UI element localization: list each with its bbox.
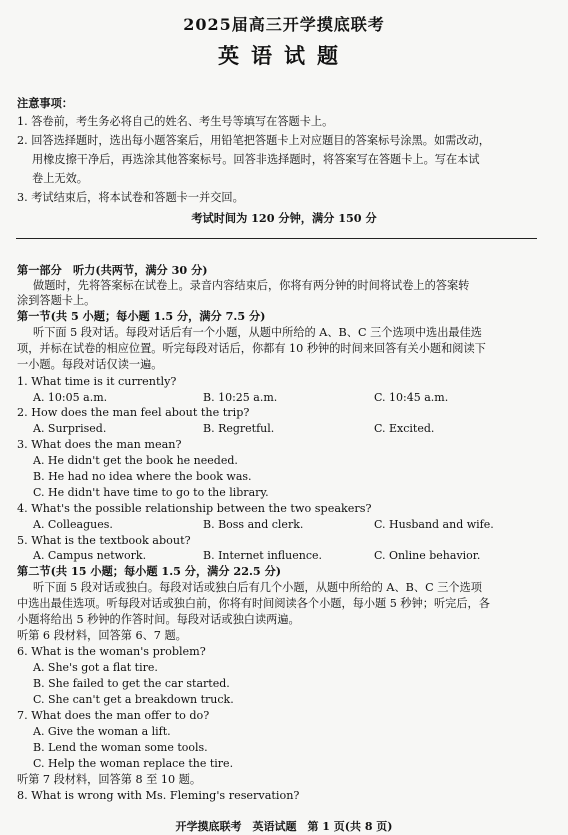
question-3-option-a: A. He didn't get the book he needed. [33, 454, 238, 467]
notice-line-2a: 2. 回答选择题时，选出每小题答案后，用铅笔把答题卡上对应题目的答案标号涂黑。如需改动， [17, 134, 490, 147]
question-6-option-b: B. She failed to get the car started. [33, 677, 230, 690]
question-1-option-a: A. 10:05 a.m. [33, 391, 108, 404]
notice-line-1: 1. 答卷前，考生务必将自己的姓名、考生号等填写在答题卡上。 [17, 115, 334, 128]
question-7-stem: 7. What does the man offer to do? [17, 709, 210, 722]
notice-line-2b: 用橡皮擦干净后，再选涂其他答案标号。回答非选择题时，将答案写在答题卡上。写在本试 [32, 153, 480, 166]
question-5-stem: 5. What is the textbook about? [17, 534, 191, 547]
section2-intro-b: 中选出最佳选项。听每段对话或独白前，你将有时间阅读各个小题，每小题 5 秒钟；听完后，各 [17, 597, 490, 610]
question-6-option-a: A. She's got a flat tire. [33, 661, 158, 674]
question-3-option-c: C. He didn't have time to go to the library. [33, 486, 269, 499]
time-limit: 考试时间为 120 分钟，满分 150 分 [191, 211, 377, 225]
section1-intro-c: 一小题。每段对话仅读一遍。 [17, 358, 163, 371]
material-6-instruction: 听第 6 段材料，回答第 6、7 题。 [17, 629, 187, 642]
section1-heading: 第一节(共 5 小题；每小题 1.5 分，满分 7.5 分) [17, 309, 266, 323]
question-7-option-c: C. Help the woman replace the tire. [33, 757, 234, 770]
question-2-option-a: A. Surprised. [33, 422, 107, 435]
question-5-option-c: C. Online behavior. [374, 549, 481, 562]
notice-line-3: 3. 考试结束后，将本试卷和答题卡一并交回。 [17, 191, 244, 204]
question-8-stem: 8. What is wrong with Ms. Fleming's reservation? [17, 789, 300, 802]
question-2-option-b: B. Regretful. [203, 422, 275, 435]
question-7-option-b: B. Lend the woman some tools. [33, 741, 208, 754]
page-footer: 开学摸底联考 英语试题 第 1 页(共 8 页) [175, 820, 393, 833]
part1-intro-b: 涂到答题卡上。 [17, 294, 96, 307]
section1-intro-b: 项，并标在试卷的相应位置。听完每段对话后，你都有 10 秒钟的时间来回答有关小题和阅读下 [17, 342, 486, 355]
question-1-stem: 1. What time is it currently? [17, 375, 177, 388]
section2-heading: 第二节(共 15 小题；每小题 1.5 分，满分 22.5 分) [17, 564, 282, 578]
question-7-option-a: A. Give the woman a lift. [33, 725, 171, 738]
section1-intro-a: 听下面 5 段对话。每段对话后有一个小题，从题中所给的 A、B、C 三个选项中选出最佳选 [33, 326, 482, 339]
question-2-option-c: C. Excited. [374, 422, 435, 435]
section2-intro-c: 小题将给出 5 秒钟的作答时间。每段对话或独白读两遍。 [17, 613, 300, 626]
question-4-option-a: A. Colleagues. [33, 518, 113, 531]
question-5-option-b: B. Internet influence. [203, 549, 322, 562]
question-4-stem: 4. What's the possible relationship between the two speakers? [17, 502, 372, 515]
question-4-option-b: B. Boss and clerk. [203, 518, 304, 531]
question-2-stem: 2. How does the man feel about the trip? [17, 406, 250, 419]
question-1-option-b: B. 10:25 a.m. [203, 391, 278, 404]
material-7-instruction: 听第 7 段材料，回答第 8 至 10 题。 [17, 773, 202, 786]
part1-intro-a: 做题时，先将答案标在试卷上。录音内容结束后，你将有两分钟的时间将试卷上的答案转 [33, 279, 470, 292]
question-3-option-b: B. He had no idea where the book was. [33, 470, 252, 483]
question-6-stem: 6. What is the woman's problem? [17, 645, 206, 658]
subject-title: 英语试题 [218, 43, 350, 68]
notice-heading: 注意事项： [17, 96, 73, 110]
question-1-option-c: C. 10:45 a.m. [374, 391, 449, 404]
question-4-option-c: C. Husband and wife. [374, 518, 494, 531]
separator-line [16, 238, 537, 239]
notice-line-2c: 卷上无效。 [32, 172, 88, 185]
section2-intro-a: 听下面 5 段对话或独白。每段对话或独白后有几个小题，从题中所给的 A、B、C 三个选项 [33, 581, 482, 594]
part1-heading: 第一部分 听力(共两节，满分 30 分) [17, 263, 208, 277]
question-5-option-a: A. Campus network. [33, 549, 147, 562]
exam-title: 2025届高三开学摸底联考 [183, 15, 385, 34]
question-6-option-c: C. She can't get a breakdown truck. [33, 693, 234, 706]
question-3-stem: 3. What does the man mean? [17, 438, 182, 451]
